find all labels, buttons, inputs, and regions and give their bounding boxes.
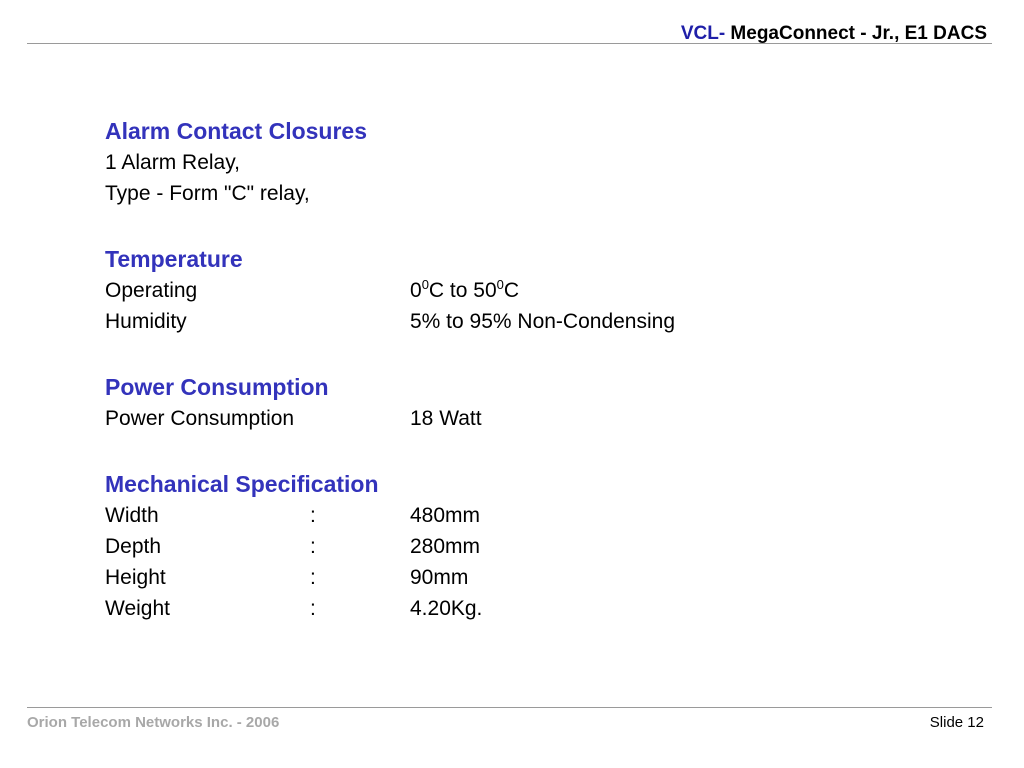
alarm-line-1: 1 Alarm Relay,	[105, 151, 240, 174]
slide-number: Slide 12	[929, 714, 984, 731]
weight-colon: :	[310, 597, 316, 620]
humidity-value: 5% to 95% Non-Condensing	[410, 310, 676, 333]
height-value: 90mm	[410, 566, 469, 589]
power-heading: Power Consumption	[105, 374, 329, 400]
mechanical-row-depth	[105, 531, 905, 562]
mechanical-heading: Mechanical Specification	[105, 471, 379, 497]
footer-company: Orion Telecom Networks Inc. - 2006	[27, 714, 280, 731]
section-spacer	[105, 209, 905, 244]
alarm-heading: Alarm Contact Closures	[105, 118, 368, 144]
operating-min-degree: 0	[421, 277, 429, 292]
operating-min: 0	[410, 279, 422, 302]
weight-label: Weight	[105, 597, 170, 620]
section-spacer	[105, 434, 905, 469]
depth-colon: :	[310, 535, 316, 558]
power-label: Power Consumption	[105, 407, 295, 430]
mechanical-row-weight	[105, 593, 905, 624]
depth-value: 280mm	[410, 535, 481, 558]
section-spacer	[105, 337, 905, 372]
operating-label: Operating	[105, 279, 198, 302]
footer-divider	[27, 707, 992, 708]
alarm-line-2: Type - Form "C" relay,	[105, 182, 310, 205]
width-label: Width	[105, 504, 159, 527]
slide-content	[105, 116, 905, 624]
height-label: Height	[105, 566, 166, 589]
width-value: 480mm	[410, 504, 481, 527]
width-colon: :	[310, 504, 316, 527]
operating-value	[410, 275, 519, 306]
operating-unit: C	[503, 279, 520, 302]
operating-max-degree: 0	[496, 277, 504, 292]
height-colon: :	[310, 566, 316, 589]
mechanical-row-height	[105, 562, 905, 593]
humidity-row	[105, 306, 905, 337]
weight-value: 4.20Kg.	[410, 597, 483, 620]
header-product-title: MegaConnect - Jr., E1 DACS	[725, 23, 987, 44]
operating-mid: C to 50	[428, 279, 497, 302]
header-divider	[27, 43, 992, 44]
power-row	[105, 403, 905, 434]
humidity-label: Humidity	[105, 310, 187, 333]
power-value: 18 Watt	[410, 407, 482, 430]
mechanical-row-width	[105, 500, 905, 531]
operating-row	[105, 275, 905, 306]
depth-label: Depth	[105, 535, 162, 558]
temperature-heading: Temperature	[105, 246, 243, 272]
header-brand: VCL-	[680, 23, 726, 44]
